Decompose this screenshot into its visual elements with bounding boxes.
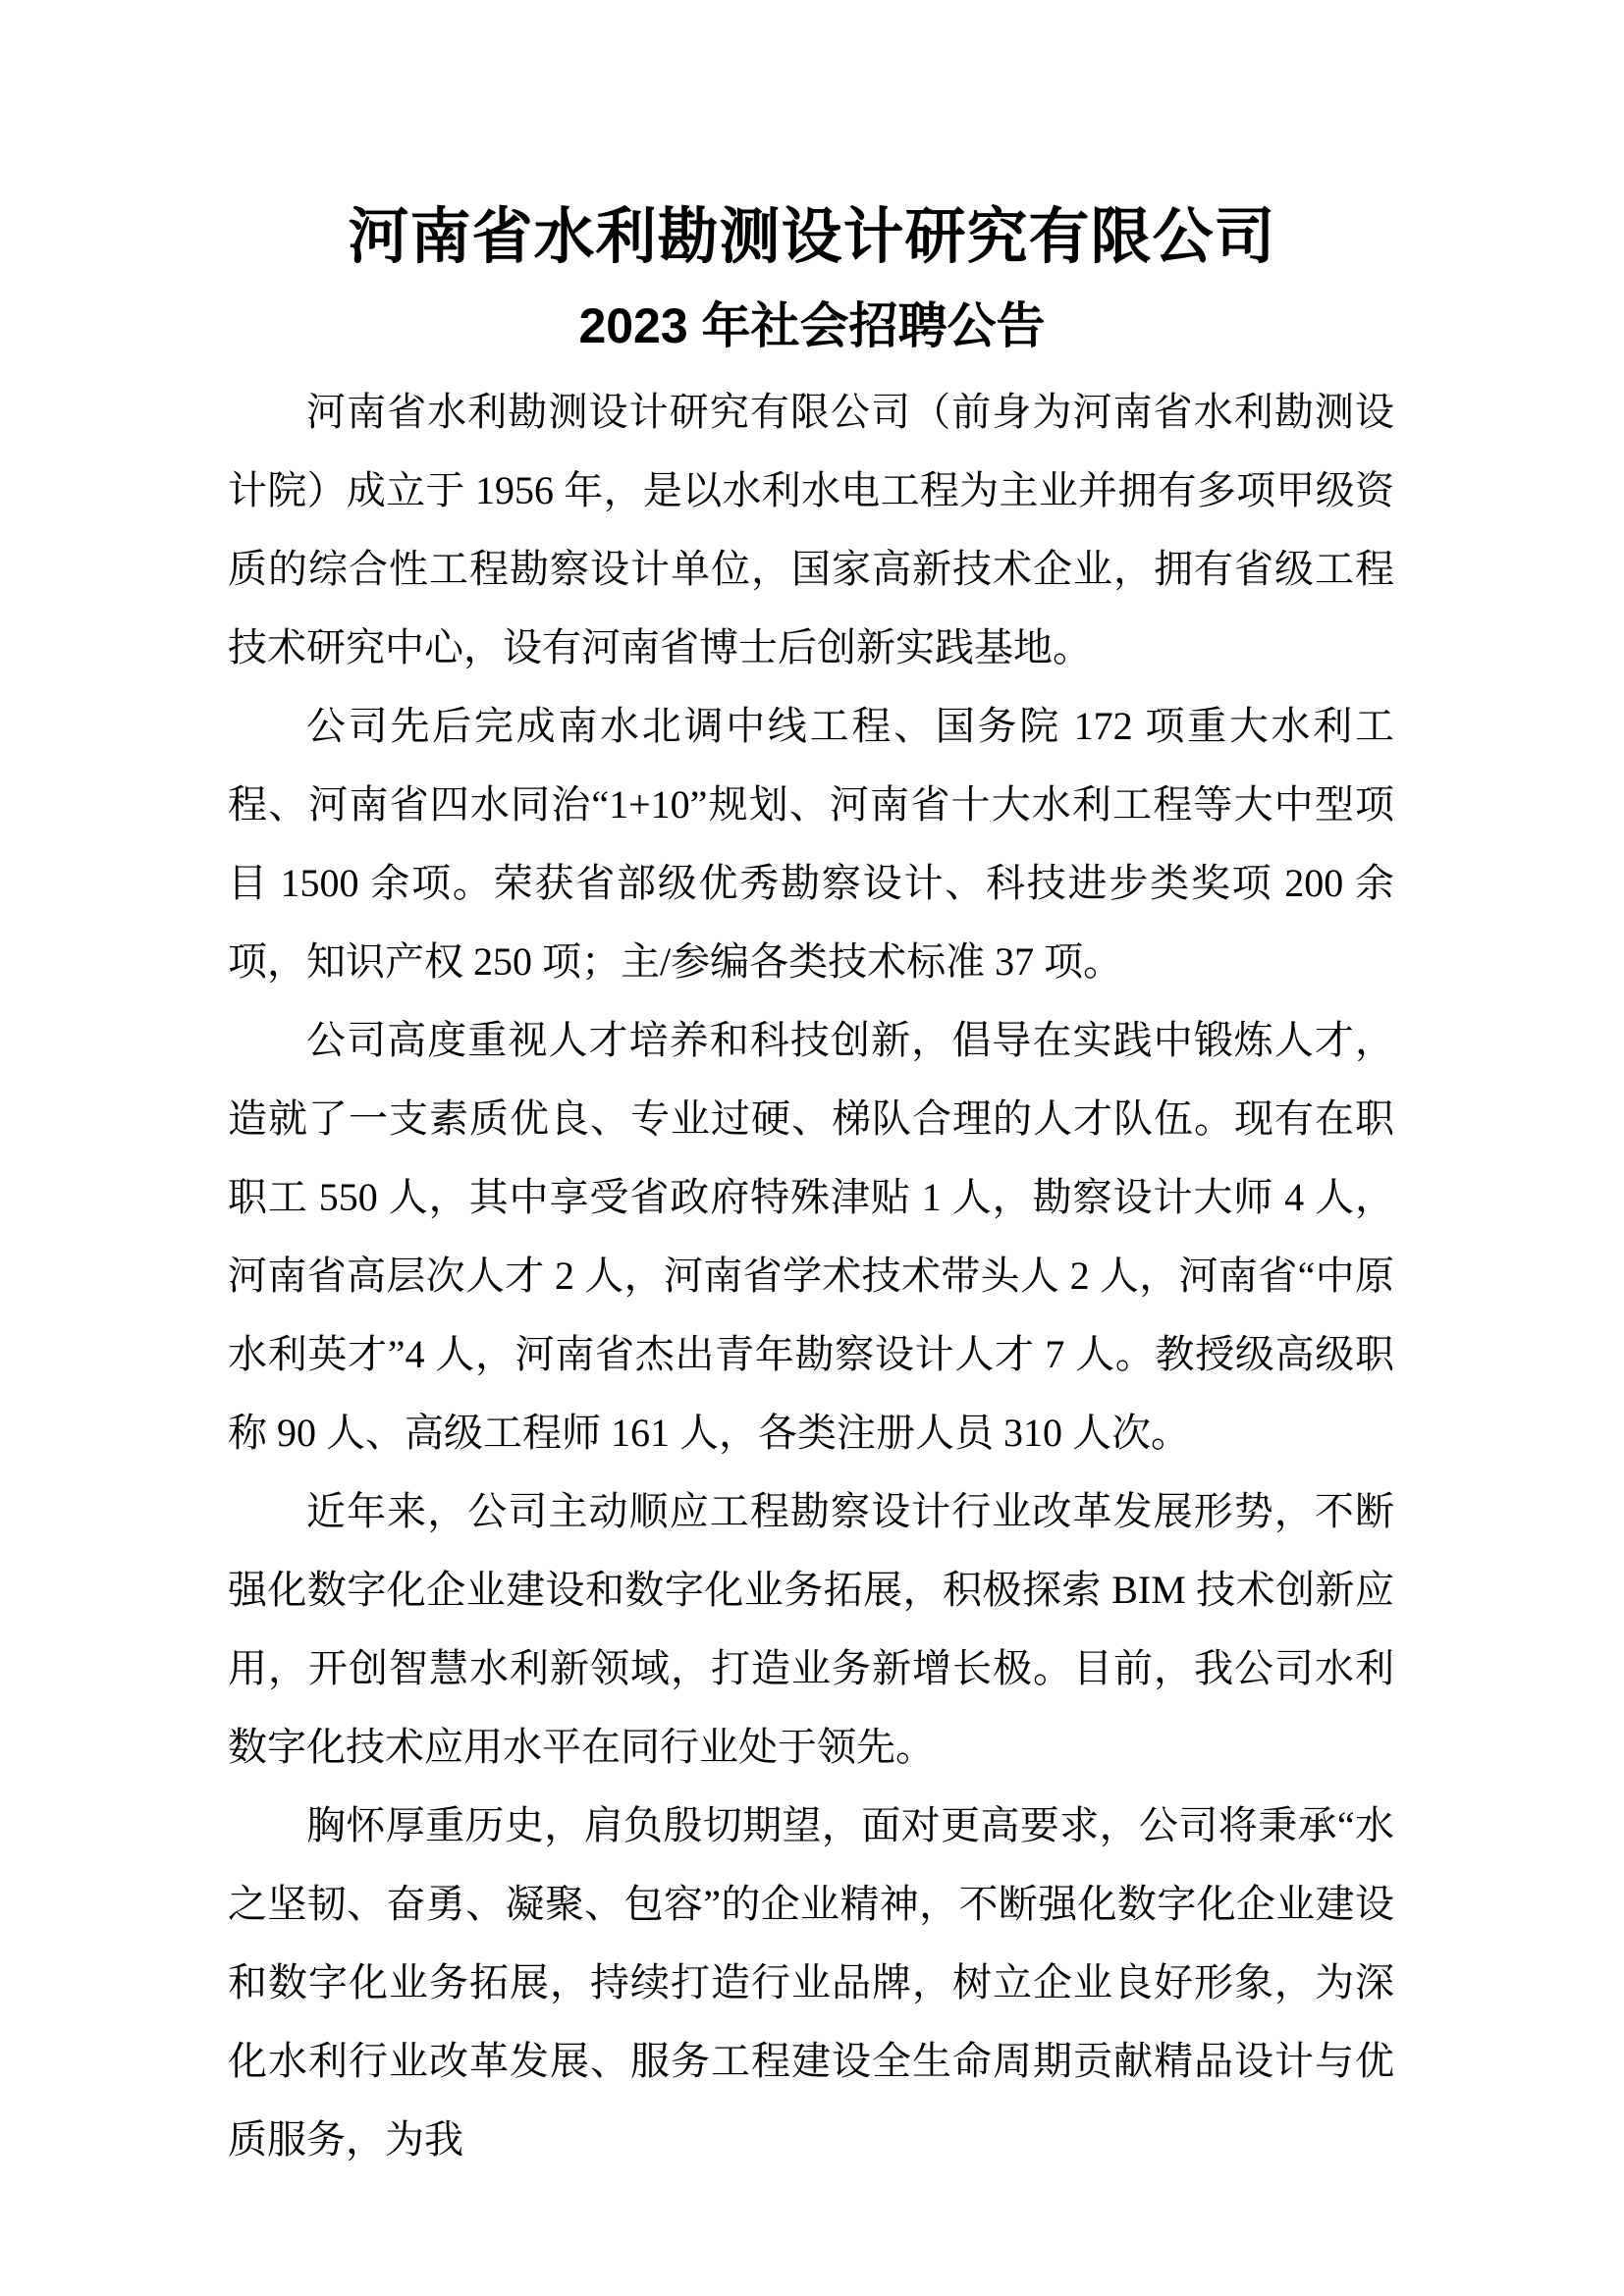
paragraph-achievements: 公司先后完成南水北调中线工程、国务院 172 项重大水利工程、河南省四水同治“1+10”规划、河南省十大水利工程等大中型项目 1500 余项。荣获省部级优秀勘察设计、科技进步类奖项 200 余项，知识产权 250 项；主/参编各类技术标准 37 项。 [228,704,1394,984]
document-subtitle: 2023 年社会招聘公告 [578,298,1046,353]
document-title: 河南省水利勘测设计研究有限公司 [348,203,1276,271]
document-body [228,373,1394,2179]
paragraph-company-intro: 河南省水利勘测设计研究有限公司（前身为河南省水利勘测设计院）成立于 1956 年，是以水利水电工程为主业并拥有多项甲级资质的综合性工程勘察设计单位，国家高新技术企业，拥有省级工程技术研究中心，设有河南省博士后创新实践基地。 [228,390,1394,669]
paragraph-vision: 胸怀厚重历史，肩负殷切期望，面对更高要求，公司将秉承“水之坚韧、奋勇、凝聚、包容”的企业精神，不断强化数字化企业建设和数字化业务拓展，持续打造行业品牌，树立企业良好形象，为深化水利行业改革发展、服务工程建设全生命周期贡献精品设计与优质服务，为我 [228,1803,1394,2162]
paragraph-digitalization: 近年来，公司主动顺应工程勘察设计行业改革发展形势，不断强化数字化企业建设和数字化业务拓展，积极探索 BIM 技术创新应用，开创智慧水利新领域，打造业务新增长极。目前，我公司水利数字化技术应用水平在同行业处于领先。 [228,1489,1394,1769]
paragraph-talent: 公司高度重视人才培养和科技创新，倡导在实践中锻炼人才，造就了一支素质优良、专业过硬、梯队合理的人才队伍。现有在职职工 550 人，其中享受省政府特殊津贴 1 人，勘察设计大师 4 人，河南省高层次人才 2 人，河南省学术技术带头人 2 人，河南省“中原水利英才”4 人，河南省杰出青年勘察设计人才 7 人。教授级高级职称 90 人、高级工程师 161 人，各类注册人员 310 人次。 [228,1018,1394,1455]
